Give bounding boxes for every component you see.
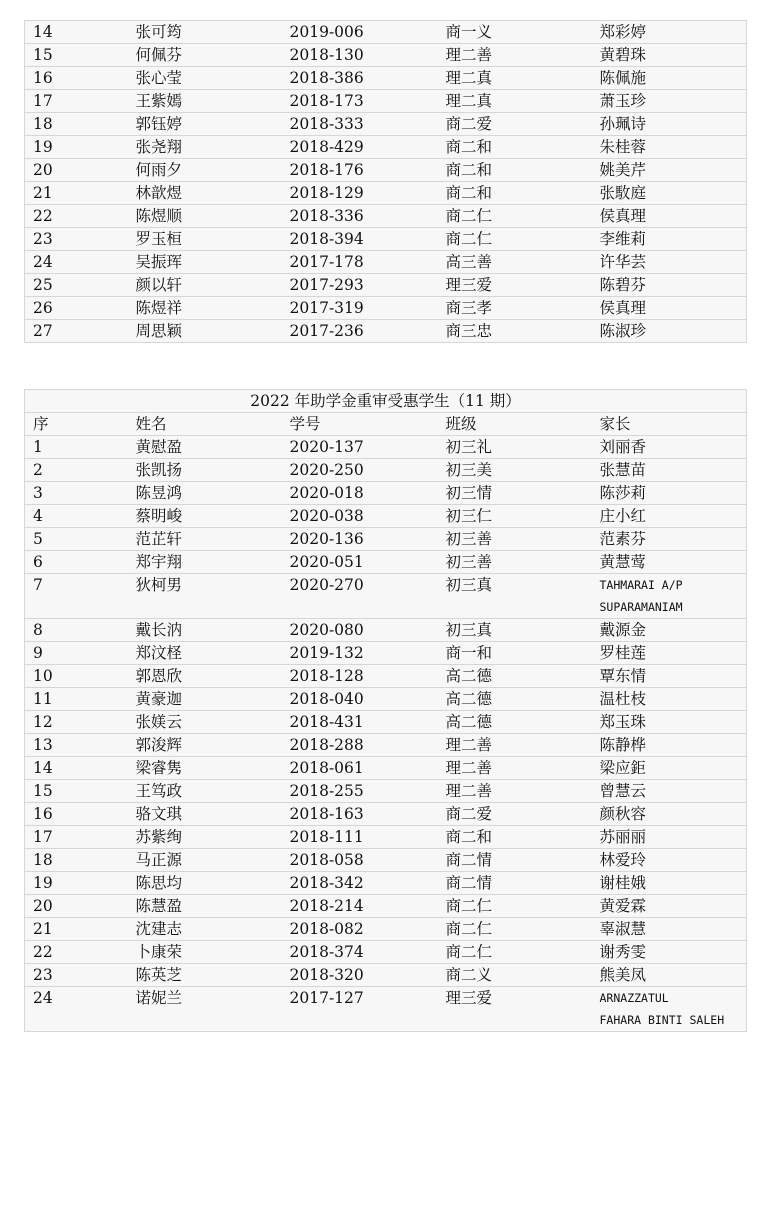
- cell-index: 24: [25, 987, 128, 1032]
- table-row: [25, 803, 747, 826]
- cell-index: 3: [25, 482, 128, 505]
- cell-student-id: 2018-111: [282, 826, 438, 849]
- cell-parent: 孙珮诗: [592, 113, 747, 136]
- cell-student-id: 2020-136: [282, 528, 438, 551]
- cell-name: 林歆煜: [128, 182, 282, 205]
- cell-student-id: 2017-236: [282, 320, 438, 343]
- cell-index: 19: [25, 136, 128, 159]
- cell-index: 24: [25, 251, 128, 274]
- cell-index: 23: [25, 228, 128, 251]
- table-row: [25, 159, 747, 182]
- cell-class: 商二和: [438, 182, 592, 205]
- cell-index: 22: [25, 205, 128, 228]
- cell-parent: 许华芸: [592, 251, 747, 274]
- cell-parent: 范素芬: [592, 528, 747, 551]
- cell-class: 初三美: [438, 459, 592, 482]
- cell-index: 17: [25, 90, 128, 113]
- cell-class: 初三情: [438, 482, 592, 505]
- table-row: [25, 941, 747, 964]
- cell-parent: 黄爱霖: [592, 895, 747, 918]
- cell-class: 理二真: [438, 90, 592, 113]
- cell-student-id: 2019-132: [282, 642, 438, 665]
- cell-name: 张媄云: [128, 711, 282, 734]
- cell-index: 26: [25, 297, 128, 320]
- parent-name-line: FAHARA BINTI SALEH: [599, 1013, 725, 1027]
- table-row: [25, 849, 747, 872]
- cell-student-id: 2018-163: [282, 803, 438, 826]
- cell-index: 20: [25, 895, 128, 918]
- cell-index: 2: [25, 459, 128, 482]
- cell-class: 商二仁: [438, 895, 592, 918]
- cell-parent: 郑玉珠: [592, 711, 747, 734]
- cell-student-id: 2018-320: [282, 964, 438, 987]
- cell-name: 张可筠: [128, 21, 282, 44]
- cell-parent: 李维莉: [592, 228, 747, 251]
- cell-student-id: 2018-333: [282, 113, 438, 136]
- cell-student-id: 2020-270: [282, 574, 438, 619]
- cell-name: 张尧翔: [128, 136, 282, 159]
- cell-student-id: 2018-214: [282, 895, 438, 918]
- cell-student-id: 2018-128: [282, 665, 438, 688]
- cell-student-id: 2020-137: [282, 436, 438, 459]
- cell-name: 陈昱鸿: [128, 482, 282, 505]
- cell-index: 4: [25, 505, 128, 528]
- cell-parent: 颜秋容: [592, 803, 747, 826]
- cell-index: 13: [25, 734, 128, 757]
- cell-class: 高二德: [438, 711, 592, 734]
- cell-class: 商二和: [438, 136, 592, 159]
- cell-name: 苏紫绚: [128, 826, 282, 849]
- cell-index: 22: [25, 941, 128, 964]
- cell-student-id: 2020-038: [282, 505, 438, 528]
- cell-name: 张心莹: [128, 67, 282, 90]
- cell-name: 陈煜祥: [128, 297, 282, 320]
- table-row: [25, 436, 747, 459]
- cell-index: 6: [25, 551, 128, 574]
- cell-class: 初三真: [438, 574, 592, 619]
- parent-name-line: SUPARAMANIAM: [599, 600, 683, 614]
- cell-name: 王笃政: [128, 780, 282, 803]
- cell-index: 18: [25, 113, 128, 136]
- cell-name: 马正源: [128, 849, 282, 872]
- table-row: [25, 918, 747, 941]
- table-row: [25, 987, 747, 1032]
- cell-name: 范芷轩: [128, 528, 282, 551]
- cell-parent: 萧玉珍: [592, 90, 747, 113]
- cell-student-id: 2018-431: [282, 711, 438, 734]
- cell-name: 吴振珲: [128, 251, 282, 274]
- cell-parent: 陈莎莉: [592, 482, 747, 505]
- student-table-continued-body: [25, 21, 747, 343]
- cell-parent: 曾慧云: [592, 780, 747, 803]
- cell-name: 骆文琪: [128, 803, 282, 826]
- cell-student-id: 2017-293: [282, 274, 438, 297]
- cell-class: 商二仁: [438, 941, 592, 964]
- cell-class: 商二仁: [438, 205, 592, 228]
- cell-class: 理二善: [438, 780, 592, 803]
- cell-class: 高二德: [438, 665, 592, 688]
- cell-index: 19: [25, 872, 128, 895]
- table-row: [25, 734, 747, 757]
- cell-class: 商二爱: [438, 803, 592, 826]
- cell-name: 陈思均: [128, 872, 282, 895]
- cell-student-id: 2020-080: [282, 619, 438, 642]
- cell-student-id: 2018-061: [282, 757, 438, 780]
- cell-student-id: 2018-288: [282, 734, 438, 757]
- cell-class: 商二情: [438, 849, 592, 872]
- cell-index: 20: [25, 159, 128, 182]
- cell-class: 理三爱: [438, 274, 592, 297]
- header-name: 姓名: [128, 413, 282, 436]
- cell-class: 理二真: [438, 67, 592, 90]
- cell-class: 理三爱: [438, 987, 592, 1032]
- cell-class: 商一义: [438, 21, 592, 44]
- cell-student-id: 2018-386: [282, 67, 438, 90]
- table-row: [25, 711, 747, 734]
- cell-index: 21: [25, 182, 128, 205]
- cell-name: 陈煜顺: [128, 205, 282, 228]
- cell-name: 郭钰婷: [128, 113, 282, 136]
- cell-student-id: 2018-173: [282, 90, 438, 113]
- cell-student-id: 2018-336: [282, 205, 438, 228]
- cell-student-id: 2018-130: [282, 44, 438, 67]
- cell-parent: 朱桂蓉: [592, 136, 747, 159]
- aid-review-table: [24, 389, 747, 1032]
- table-row: [25, 505, 747, 528]
- table-row: [25, 205, 747, 228]
- cell-student-id: 2018-342: [282, 872, 438, 895]
- cell-index: 27: [25, 320, 128, 343]
- cell-class: 初三善: [438, 528, 592, 551]
- cell-index: 15: [25, 44, 128, 67]
- cell-parent: [592, 574, 747, 619]
- cell-name: 黄慰盈: [128, 436, 282, 459]
- cell-name: 罗玉桓: [128, 228, 282, 251]
- table-row: [25, 274, 747, 297]
- table-title: 2022 年助学金重审受惠学生（11 期）: [25, 390, 747, 413]
- table-row: [25, 90, 747, 113]
- table-row: [25, 872, 747, 895]
- cell-parent: 林爱玲: [592, 849, 747, 872]
- table-row: [25, 619, 747, 642]
- cell-parent: 张駇庭: [592, 182, 747, 205]
- cell-class: 商三忠: [438, 320, 592, 343]
- cell-parent: 陈碧芬: [592, 274, 747, 297]
- table-row: [25, 21, 747, 44]
- cell-student-id: 2018-082: [282, 918, 438, 941]
- cell-student-id: 2017-319: [282, 297, 438, 320]
- table-row: [25, 642, 747, 665]
- table-header-row: [25, 413, 747, 436]
- parent-name-line: ARNAZZATUL: [599, 991, 669, 1005]
- cell-index: 16: [25, 803, 128, 826]
- cell-index: 23: [25, 964, 128, 987]
- cell-class: 商二仁: [438, 228, 592, 251]
- cell-name: 郭恩欣: [128, 665, 282, 688]
- aid-review-table-body: [25, 436, 747, 1032]
- cell-parent: 梁应鉅: [592, 757, 747, 780]
- table-row: [25, 780, 747, 803]
- cell-student-id: 2017-127: [282, 987, 438, 1032]
- cell-name: 诺妮兰: [128, 987, 282, 1032]
- cell-parent: 温杜枝: [592, 688, 747, 711]
- cell-parent: 陈佩施: [592, 67, 747, 90]
- cell-parent: 辜淑慧: [592, 918, 747, 941]
- cell-student-id: 2020-018: [282, 482, 438, 505]
- cell-name: 何雨夕: [128, 159, 282, 182]
- cell-class: 初三礼: [438, 436, 592, 459]
- cell-student-id: 2018-176: [282, 159, 438, 182]
- cell-name: 狄柯男: [128, 574, 282, 619]
- cell-index: 12: [25, 711, 128, 734]
- table-row: [25, 757, 747, 780]
- table-row: [25, 688, 747, 711]
- cell-name: 郑汶柽: [128, 642, 282, 665]
- cell-class: 初三仁: [438, 505, 592, 528]
- table-row: [25, 964, 747, 987]
- table-row: [25, 459, 747, 482]
- cell-index: 7: [25, 574, 128, 619]
- cell-index: 11: [25, 688, 128, 711]
- table-row: [25, 136, 747, 159]
- cell-name: 梁睿隽: [128, 757, 282, 780]
- cell-parent: 姚美芹: [592, 159, 747, 182]
- cell-parent: 谢秀雯: [592, 941, 747, 964]
- cell-index: 9: [25, 642, 128, 665]
- table-row: [25, 182, 747, 205]
- cell-name: 陈慧盈: [128, 895, 282, 918]
- cell-name: 蔡明峻: [128, 505, 282, 528]
- header-class: 班级: [438, 413, 592, 436]
- cell-class: 商二和: [438, 159, 592, 182]
- cell-name: 张凯扬: [128, 459, 282, 482]
- cell-index: 14: [25, 757, 128, 780]
- cell-parent: 陈静桦: [592, 734, 747, 757]
- table-row: [25, 895, 747, 918]
- cell-name: 卜康荣: [128, 941, 282, 964]
- table-title-row: [25, 390, 747, 413]
- table-row: [25, 665, 747, 688]
- cell-class: 理二善: [438, 44, 592, 67]
- cell-name: 沈建志: [128, 918, 282, 941]
- cell-class: 初三真: [438, 619, 592, 642]
- table-row: [25, 251, 747, 274]
- cell-parent: 侯真理: [592, 297, 747, 320]
- cell-name: 戴长汭: [128, 619, 282, 642]
- cell-student-id: 2020-051: [282, 551, 438, 574]
- cell-parent: 张慧苗: [592, 459, 747, 482]
- cell-parent: 苏丽丽: [592, 826, 747, 849]
- cell-index: 10: [25, 665, 128, 688]
- cell-index: 25: [25, 274, 128, 297]
- table-row: [25, 551, 747, 574]
- cell-student-id: 2018-394: [282, 228, 438, 251]
- cell-student-id: 2018-058: [282, 849, 438, 872]
- cell-student-id: 2018-255: [282, 780, 438, 803]
- cell-student-id: 2018-429: [282, 136, 438, 159]
- cell-parent: 谢桂娥: [592, 872, 747, 895]
- cell-parent: 郑彩婷: [592, 21, 747, 44]
- cell-parent: 侯真理: [592, 205, 747, 228]
- cell-class: 商二爱: [438, 113, 592, 136]
- cell-parent: 刘丽香: [592, 436, 747, 459]
- cell-class: 商二义: [438, 964, 592, 987]
- cell-class: 商二和: [438, 826, 592, 849]
- cell-parent: 陈淑珍: [592, 320, 747, 343]
- cell-class: 初三善: [438, 551, 592, 574]
- table-row: [25, 67, 747, 90]
- cell-name: 王紫嫣: [128, 90, 282, 113]
- cell-student-id: 2019-006: [282, 21, 438, 44]
- cell-class: 商一和: [438, 642, 592, 665]
- table-row: [25, 826, 747, 849]
- parent-name-line: TAHMARAI A/P: [599, 578, 683, 592]
- cell-name: 黄豪迦: [128, 688, 282, 711]
- cell-student-id: 2018-374: [282, 941, 438, 964]
- table-row: [25, 228, 747, 251]
- cell-name: 陈英芝: [128, 964, 282, 987]
- cell-class: 商二情: [438, 872, 592, 895]
- cell-index: 1: [25, 436, 128, 459]
- table-row: [25, 574, 747, 619]
- table-row: [25, 320, 747, 343]
- cell-class: 高三善: [438, 251, 592, 274]
- cell-class: 高二德: [438, 688, 592, 711]
- cell-student-id: 2018-040: [282, 688, 438, 711]
- header-student-id: 学号: [282, 413, 438, 436]
- cell-class: 商二仁: [438, 918, 592, 941]
- cell-index: 21: [25, 918, 128, 941]
- cell-class: 理二善: [438, 734, 592, 757]
- cell-name: 郑宇翔: [128, 551, 282, 574]
- cell-index: 15: [25, 780, 128, 803]
- table-row: [25, 482, 747, 505]
- cell-parent: 熊美凤: [592, 964, 747, 987]
- cell-index: 8: [25, 619, 128, 642]
- cell-name: 郭浚辉: [128, 734, 282, 757]
- cell-student-id: 2020-250: [282, 459, 438, 482]
- cell-parent: 罗桂莲: [592, 642, 747, 665]
- cell-index: 18: [25, 849, 128, 872]
- cell-name: 何佩芬: [128, 44, 282, 67]
- cell-index: 17: [25, 826, 128, 849]
- cell-index: 14: [25, 21, 128, 44]
- cell-index: 16: [25, 67, 128, 90]
- header-index: 序: [25, 413, 128, 436]
- cell-parent: 庄小红: [592, 505, 747, 528]
- table-row: [25, 44, 747, 67]
- cell-name: 颜以轩: [128, 274, 282, 297]
- cell-parent: 戴源金: [592, 619, 747, 642]
- cell-name: 周思颖: [128, 320, 282, 343]
- cell-parent: [592, 987, 747, 1032]
- table-row: [25, 528, 747, 551]
- cell-parent: 覃东情: [592, 665, 747, 688]
- table-row: [25, 113, 747, 136]
- cell-class: 商三孝: [438, 297, 592, 320]
- table-row: [25, 297, 747, 320]
- cell-class: 理二善: [438, 757, 592, 780]
- header-parent: 家长: [592, 413, 747, 436]
- student-table-continued: [24, 20, 747, 343]
- cell-parent: 黄碧珠: [592, 44, 747, 67]
- cell-student-id: 2018-129: [282, 182, 438, 205]
- cell-student-id: 2017-178: [282, 251, 438, 274]
- cell-index: 5: [25, 528, 128, 551]
- cell-parent: 黄慧莺: [592, 551, 747, 574]
